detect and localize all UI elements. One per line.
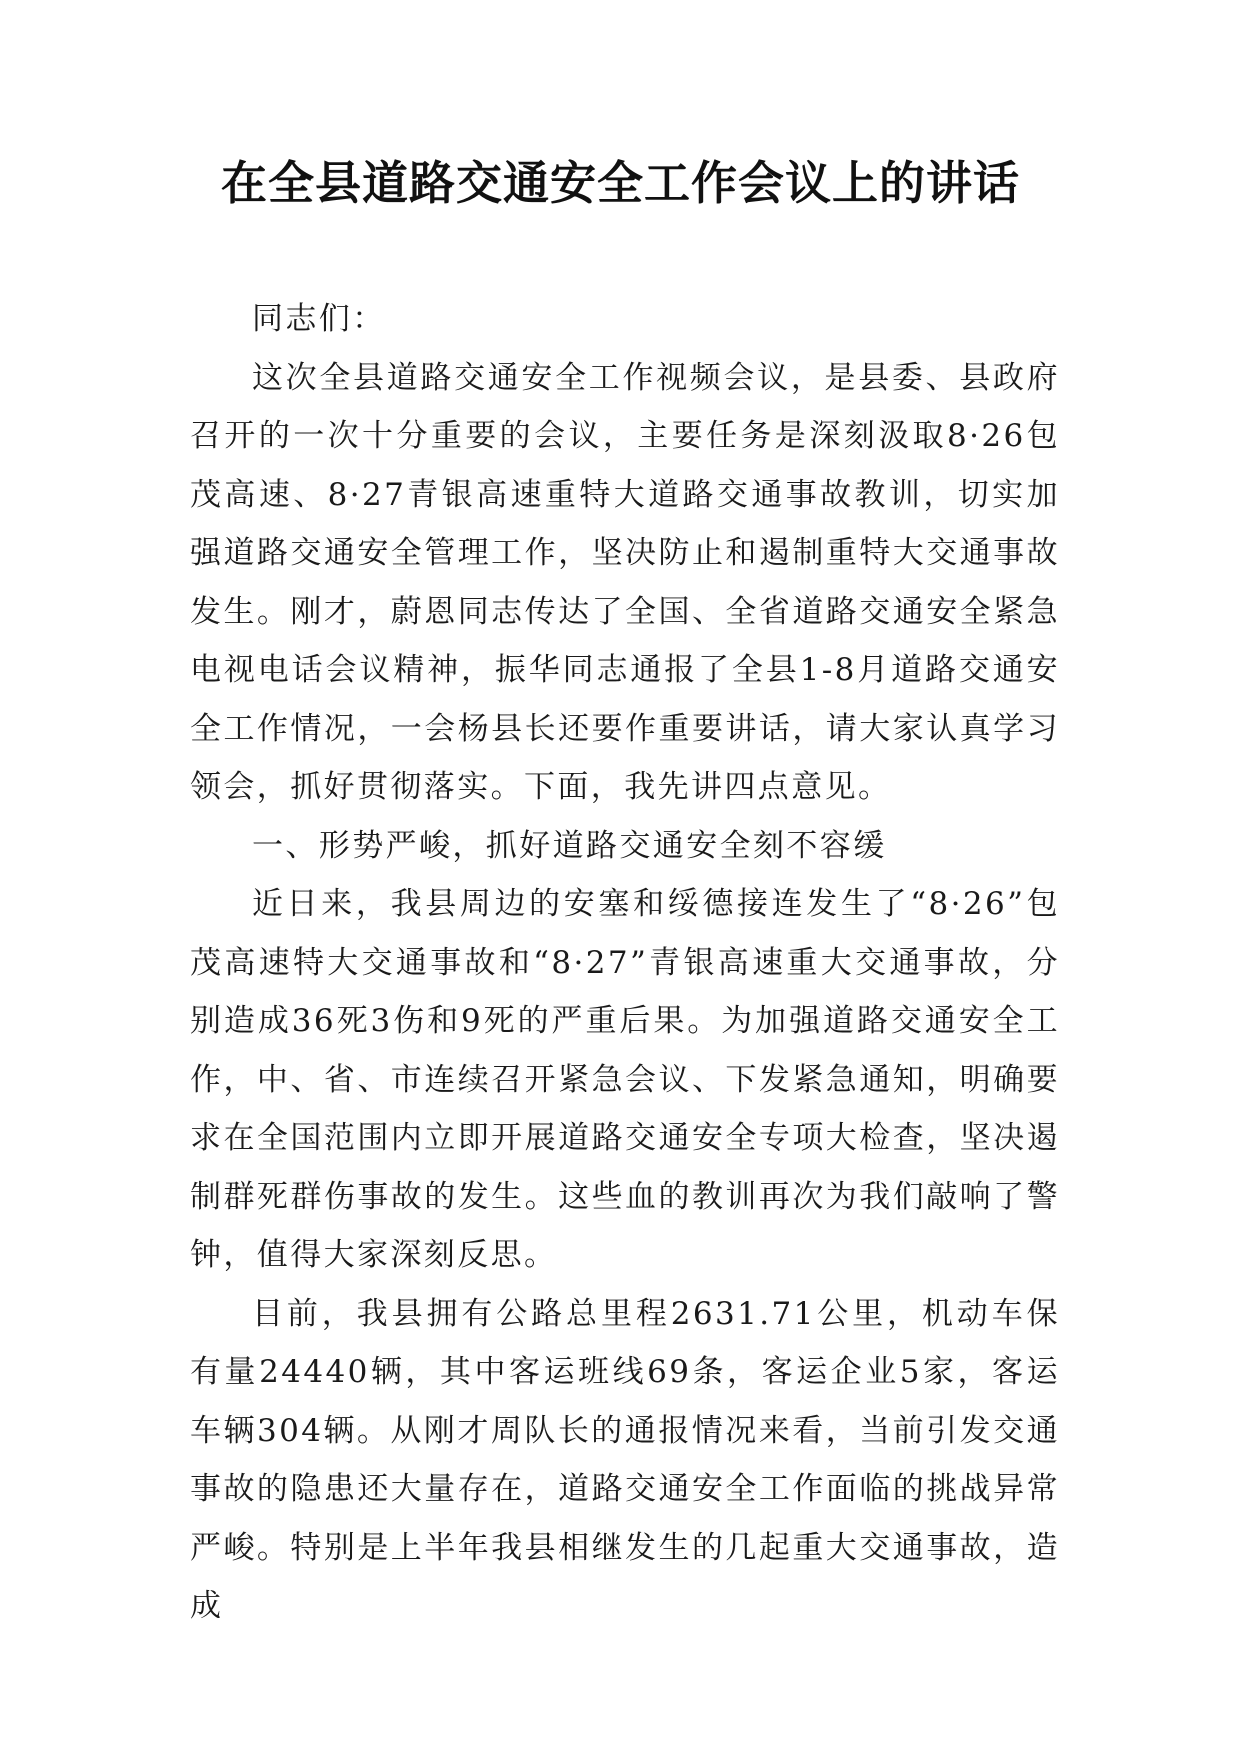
section-heading: 一、形势严峻，抓好道路交通安全刻不容缓 [252,827,887,864]
document-body [190,290,1060,1636]
body-paragraph: 目前，我县拥有公路总里程2631.71公里，机动车保有量24440辆，其中客运班线69条，客运企业5家，客运车辆304辆。从刚才周队长的通报情况来看，当前引发交通事故的隐患还大量存在，道路交通安全工作面临的挑战异常严峻。特别是上半年我县相继发生的几起重大交通事故，造成 [190,1295,1060,1624]
document-title: 在全县道路交通安全工作会议上的讲话 [221,156,1020,210]
body-paragraph: 这次全县道路交通安全工作视频会议，是县委、县政府召开的一次十分重要的会议，主要任务是深刻汲取8·26包茂高速、8·27青银高速重特大道路交通事故教训，切实加强道路交通安全管理工作，坚决防止和遏制重特大交通事故发生。刚才，蔚恩同志传达了全国、全省道路交通安全紧急电视电话会议精神，振华同志通报了全县1-8月道路交通安全工作情况，一会杨县长还要作重要讲话，请大家认真学习领会，抓好贯彻落实。下面，我先讲四点意见。 [190,359,1060,805]
body-paragraph: 近日来，我县周边的安塞和绥德接连发生了“8·26”包茂高速特大交通事故和“8·27”青银高速重大交通事故，分别造成36死3伤和9死的严重后果。为加强道路交通安全工作，中、省、市连续召开紧急会议、下发紧急通知，明确要求在全国范围内立即开展道路交通安全专项大检查，坚决遏制群死群伤事故的发生。这些血的教训再次为我们敲响了警钟，值得大家深刻反思。 [190,886,1060,1273]
salutation-paragraph: 同志们： [252,301,386,337]
